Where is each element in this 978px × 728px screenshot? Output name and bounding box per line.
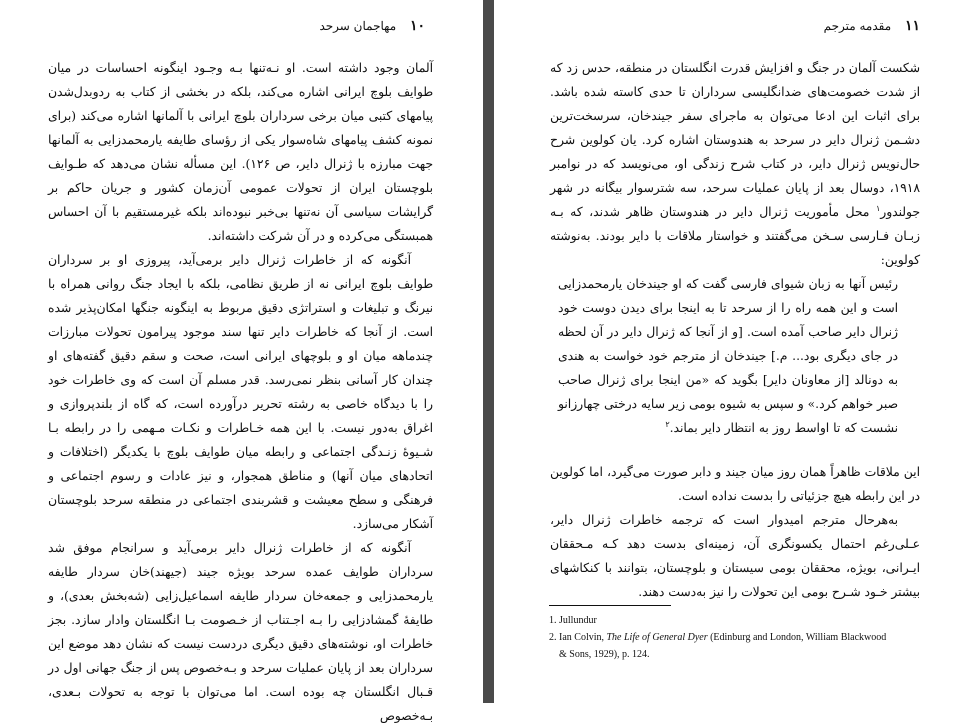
right-page-number: ۱۱ bbox=[904, 18, 920, 34]
right-body-text bbox=[550, 56, 920, 604]
quote-text: رئیس آنها به زبان شیوای فارسی گفت که او جیندخان یارمحمدزایی است و این همه راه را از سرحد تا به اینجا برای دیدن دوست خود ژنرال دایر صاحب آمده است. [و از آنجا که ژنرال دایر در آن لحظه در جای دیگری بود... م.] جیندخان از مترجم خود خواست به هندی به دونالد [از معاونان دایر] بگوید که «من اینجا برای ژنرال صاحب صبر خواهم کرد.» و سپس به شیوه بومی زیر سایه درختی چهارزانو نشست که تا اواسط روز به انتظار دایر بماند. bbox=[558, 277, 898, 435]
right-paragraph-1 bbox=[550, 56, 920, 272]
left-header bbox=[319, 18, 425, 34]
footnote-ref-2[interactable]: ۲ bbox=[665, 419, 670, 429]
right-paragraph-2: این ملاقات ظاهراً همان روز میان جیند و دابر صورت می‌گیرد، اما کولوین در این رابطه هیچ جزئیاتی را بدست نداده است. bbox=[550, 465, 920, 503]
left-paragraph-2: آنگونه که از خاطرات ژنرال دایر برمی‌آید، پیروزی او بر سرداران طوایف بلوچ ایرانی نه از طریق نظامی، بلکه با ایجاد جنگ روانی همراه با نیرنگ و تبلیغات و استراتژی دقیق مربوط به اینگونه جنگها امکان‌پذیر شده است. از آنجا که خاطرات دایر تنها سند موجود پیرامون تحولات مبارزات چندماهه میان او و بلوچهای ایرانی است، صحت و سقم دقیق گفته‌های او چندان کار آسانی بنظر نمی‌رسد. قدر مسلم آن است که وی خاطرات خود را با دیدگاه خاصی به رشته تحریر درآورده است، که گاه از بلندپروازی و اغراق به‌دور نیست. با این همه خـاطرات و نکـات مـهمی را در رابطه بـا شـیوهٔ زنـدگی اجتماعی و رابطه میان طوایف بلوچ با یکدیگر (اختلافات و اتحادهای میان آنها) و مناطق همجوار، و نیز عادات و رسوم اجتماعی و فرهنگی و سطح معیشت و قشربندی اجتماعی در منطقه سرحد بلوچستان آشکار می‌سازد. bbox=[48, 253, 433, 531]
right-page bbox=[494, 0, 978, 703]
footnotes bbox=[549, 612, 929, 663]
right-running-title: مقدمه مترجم bbox=[823, 19, 892, 33]
footnote-2-pre: 2. Ian Colvin, bbox=[549, 632, 607, 643]
left-page-number: ۱۰ bbox=[409, 18, 425, 34]
footnote-2-post: (Edinburg and London, William Blackwood bbox=[707, 632, 887, 643]
left-body-text bbox=[48, 56, 433, 728]
right-paragraph-3: به‌هرحال مترجم امیدوار است که ترجمه خاطرات ژنرال دایر، عـلی‌رغم احتمال یکسونگری آن، زمینه‌ای بدست دهد کـه مـحققان ایـرانی، بویژه، محققان بومی سیستان و بلوچستان، بتوانند با کنکاشهای بیشتر خـود شـرح بومی این تحولات را نیز به‌دست دهند. bbox=[550, 513, 920, 599]
book-spine bbox=[483, 0, 494, 703]
right-header bbox=[824, 18, 920, 34]
left-paragraph-1: آلمان وجود داشته است. او نـه‌تنها بـه وجـود اینگونه احساسات در میان طوایف بلوچ ایرانی اشاره می‌کند، بلکه در بخشی از کتاب به ردوبدل‌شدن پیامهای کتبی میان برخی سرداران بلوچ ایرانی با آلمانها اشاره می‌کند (برای نمونه کشف پیامهای شاه‌سوار یکی از رؤسای طایفه یارمحمدزایی به آلمانها جهت مبارزه با ژنرال دایر، ص ۱۲۶). این مسأله نشان می‌دهد که طـوایف بلوچستان ایران از تحولات عمومی آن‌زمان کشور و جریان حاکم بر گرایشات سیاسی آن نه‌تنها بی‌خبر نبوده‌اند بلکه غیرمستقیم با آن احساس همبستگی می‌کرده و در آن شرکت داشته‌اند. bbox=[48, 61, 433, 243]
footnote-2-continued: & Sons, 1929), p. 124. bbox=[559, 649, 650, 660]
right-paragraph-1-tail: محل مأموریت ژنرال دایر در هندوستان ظاهر شدند، که بـه زبـان فـارسی سـخن می‌گفتند و خواستار ملاقات با دایر بودند. به‌نوشته کولوین: bbox=[550, 205, 920, 267]
footnote-1: 1. Jullundur bbox=[549, 615, 597, 626]
left-running-title: مهاجمان سرحد bbox=[319, 19, 397, 33]
left-paragraph-3: آنگونه که از خاطرات ژنرال دایر برمی‌آید و سرانجام موفق شد سرداران طوایف عمده سرحد بویژه جیند (جیهند)خان سردار طایفه یارمحمدزایی و جمعه‌خان سردار طایفه اسماعیل‌زایی (شه‌بخش بعدی)، و طایفهٔ گمشادزایی را بـه اجـتناب از خـصومت بـا انگلستان وادار سازد. بجز خاطرات او، نوشته‌های دقیق دیگری دردست نیست که نشان دهد موضع این سرداران بعد از پایان عملیات سرحد و بـه‌خصوص پس از جنگ جهانی اول در قـبال انگلستان چه بوده است. اما می‌توان با توجه به تحولات بـعدی، بـه‌خصوص bbox=[48, 541, 433, 723]
footnote-2 bbox=[549, 629, 929, 646]
footnote-rule bbox=[549, 605, 671, 606]
footnote-2-title: The Life of General Dyer bbox=[606, 632, 708, 643]
left-page bbox=[0, 0, 483, 723]
block-quote bbox=[550, 272, 920, 440]
footnote-ref-1[interactable]: ۱ bbox=[875, 203, 881, 213]
right-paragraph-1-text: شکست آلمان در جنگ و افزایش قدرت انگلستان در منطقه، حدس زد که از شدت خصومت‌های ضدانگلیسی سرداران تا حدی کاسته شده باشد. برای اثبات این ادعا می‌توان به ماجرای سفر جیندخان، سرسخت‌ترین دشـمن ژنرال دایر در سرحد به هندوستان اشاره کرد. یان کولوین شرح حال‌نویس ژنرال دایر، در کتاب شرح زندگی او، می‌نویسد که در نوامبر ۱۹۱۸، دوسال بعد از پایان عملیات سرحد، سه شترسوار بیگانه در شهر جولندور bbox=[550, 61, 920, 219]
